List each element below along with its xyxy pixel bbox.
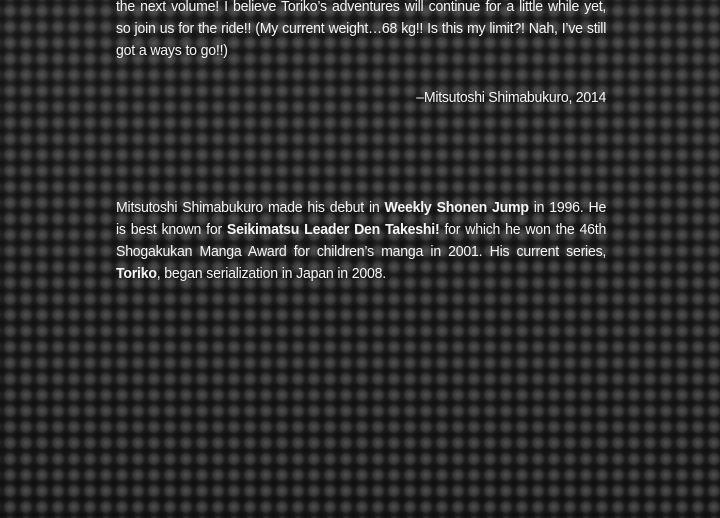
quote-signature: –Mitsutoshi Shimabukuro, 2014: [416, 89, 606, 106]
bio-text-1: Mitsutoshi Shimabukuro made his debut in: [116, 199, 385, 216]
bio-current-series-title: Toriko: [116, 265, 157, 282]
author-bio: [116, 197, 606, 285]
bio-magazine-name: Weekly Shonen Jump: [384, 199, 529, 216]
bio-text-3: for which he won the 46th Shogakukan Manga Award for children’s manga in 2001. His current series,: [116, 221, 607, 260]
bio-famous-work-title: Seikimatsu Leader Den Takeshi!: [226, 221, 440, 238]
bio-text-2: in 1996. He is best known for: [116, 199, 607, 238]
bio-text-4: , began serialization in Japan in 2008.: [156, 265, 386, 282]
author-quote: [116, 0, 606, 62]
quote-line-2: while yet, so join us for the ride!! (My current weight…68 kg!! Is this: [116, 0, 607, 37]
quote-line-1: the next volume! I believe Toriko’s adventures will continue for a little: [116, 0, 543, 15]
author-page: [116, 0, 606, 518]
quote-line-3: my limit?! Nah, I’ve still got a ways to go!!): [116, 20, 607, 59]
